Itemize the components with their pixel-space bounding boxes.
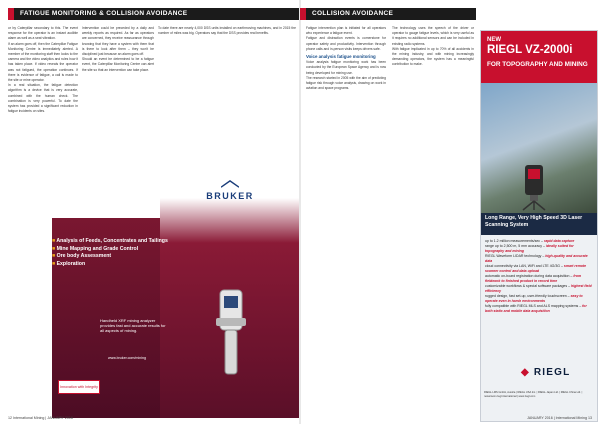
bruker-bullet-list bbox=[52, 238, 212, 268]
riegl-model-title: RIEGL VZ-2000i bbox=[487, 44, 573, 56]
xrf-analyzer-icon bbox=[202, 288, 258, 383]
feature-text: up to 1.2 million measurements/sec – bbox=[485, 239, 544, 243]
header-accent bbox=[8, 8, 14, 20]
riegl-product-photo bbox=[481, 83, 597, 213]
riegl-feature-list bbox=[485, 239, 593, 314]
feature-emphasis: highest field efficiency bbox=[485, 284, 592, 293]
left-column-2 bbox=[82, 26, 154, 73]
list-item bbox=[485, 244, 593, 253]
paragraph: If an alarm goes off, then the Caterpillar Fatigue Monitoring Centre is immediately alerted. A member of the monitoring staff then looks to the camera and the video analytics and rules how it has taken place. If video reveals the operator was not fatigued, the operation continues. If there is evidence of fatigue, a call is made to the site or mine operator. bbox=[8, 41, 78, 83]
feature-emphasis: for both static and mobile data acquisition bbox=[485, 304, 587, 313]
paragraph: With fatigue implicated in up to 70% of all accidents in the mining industry, and with mining increasingly demanding operators, the system has a meaningful contribution to make. bbox=[392, 46, 474, 67]
list-item bbox=[485, 239, 593, 244]
list-item bbox=[485, 264, 593, 273]
right-page bbox=[300, 0, 600, 424]
paragraph: or by Caterpillar secondary to this. The event response for the operator is an instant audible alarm as well as a seat vibration. bbox=[8, 26, 78, 41]
header-accent bbox=[300, 8, 306, 20]
feature-emphasis: ideally suited for topography and mining bbox=[485, 244, 574, 253]
riegl-advertisement bbox=[480, 30, 598, 422]
right-page-header bbox=[300, 8, 476, 20]
feature-text: fully compatible with RIEGL MLS and ALS mapping systems – bbox=[485, 304, 583, 309]
paragraph: In a real situation, the fatigue detection algorithm is a device that is very accurate, combined with the human check. The combination is very powerful. To date the system has provided a significant reduction in fatigue incidents on sites. bbox=[8, 83, 78, 114]
paragraph: Intervention could be preceded by a daily and weekly reports as required. As far as operators are concerned, they receive reassurance through knowing that they have a system with them that is there to look after them – they won't be disciplined just because an alarm goes off. bbox=[82, 26, 154, 57]
bruker-logo-icon bbox=[221, 180, 239, 189]
feature-emphasis: from fieldwork to finished product in record time bbox=[485, 274, 582, 283]
list-item: ■ Exploration bbox=[52, 261, 212, 269]
list-item: ■ Mine Mapping and Grade Control bbox=[52, 246, 212, 254]
feature-text: automatic on-board registration during data acquisition – bbox=[485, 274, 574, 279]
paragraph: Fatigue and distraction events is cornerstone for operator safety and productivity. Intervention through phone calls and in-person visits keeps drivers safe. bbox=[306, 36, 386, 51]
bruker-logo bbox=[168, 180, 292, 201]
section-heading: Voice analysis fatigue monitoring bbox=[306, 54, 376, 60]
feature-text: RIEGL Waveform LIDAR technology – bbox=[485, 254, 546, 259]
feature-emphasis: easy to operate even in harsh environments bbox=[485, 294, 583, 303]
bruker-caption: Handheld XRF mining analyzer provides fast and accurate results for all aspects of mining. bbox=[100, 318, 166, 334]
left-header-title: FATIGUE MONITORING & COLLISION AVOIDANCE bbox=[20, 10, 188, 17]
laser-scanner-icon bbox=[519, 163, 549, 211]
riegl-logo-mark: ◆ bbox=[521, 367, 530, 378]
list-item: ■ Analysis of Feeds, Concentrates and Tailings bbox=[52, 238, 212, 246]
left-footer: 12 International Mining | JANUARY 2016 bbox=[8, 416, 73, 420]
left-page-header bbox=[8, 8, 300, 20]
paragraph: The research started in 2005 with the aim of predicting fatigue risk through voice analysis, drawing on work in aviation and space programs. bbox=[306, 75, 386, 91]
paragraph: The technology uses the speech of the driver or operator to gauge fatigue levels, which is very useful as it requires no additional sensors and can be included in existing radio systems. bbox=[392, 26, 474, 46]
feature-text: rugged design, fast set-up, user-friendly touchscreen – bbox=[485, 294, 571, 299]
paragraph: Should an event be determined to be a fatigue event, the Caterpillar Monitoring Centre can alert the site so that an intervention can take place. bbox=[82, 57, 154, 72]
feature-emphasis: rapid data capture bbox=[543, 239, 575, 243]
right-column-1 bbox=[306, 26, 386, 91]
riegl-logo-text: RIEGL bbox=[533, 367, 571, 378]
list-item bbox=[485, 294, 593, 303]
riegl-tagline: FOR TOPOGRAPHY AND MINING bbox=[487, 61, 588, 68]
bruker-tagline-badge: Innovation with Integrity bbox=[58, 380, 100, 394]
bruker-url[interactable]: www.bruker.com/mining bbox=[108, 356, 146, 360]
right-column-2 bbox=[392, 26, 474, 68]
riegl-contact-info: RIEGL LMS GmbH, Austria | RIEGL USA Inc. | RIEGL Japan Ltd. | RIEGL China Ltd. | newsroom.riegl.international | www.riegl.com bbox=[484, 391, 583, 398]
new-label: NEW bbox=[487, 37, 501, 43]
list-item bbox=[485, 274, 593, 283]
list-item bbox=[485, 284, 593, 293]
list-item bbox=[485, 254, 593, 263]
right-footer: JANUARY 2016 | International Mining 13 bbox=[527, 416, 592, 420]
riegl-logo bbox=[521, 367, 570, 379]
paragraph: To date there are nearly 4,000 DSS units installed on earthmoving machines, and in 2015 the number of miles was big. Operators say that the DSS provides real benefits. bbox=[158, 26, 296, 36]
left-column-1 bbox=[8, 26, 78, 114]
feature-emphasis: smart remote scanner control and data upload bbox=[485, 264, 587, 273]
bruker-logo-text: BRUKER bbox=[206, 191, 254, 201]
feature-text: cloud connectivity via LAN, WiFi and LTE 4G/3G – bbox=[485, 264, 564, 269]
paragraph: Voice analysis fatigue monitoring work has been conducted by the European Space Agency and is now being developed for mining use. bbox=[306, 60, 386, 75]
left-column-3 bbox=[158, 26, 296, 36]
right-header-title: COLLISION AVOIDANCE bbox=[312, 10, 394, 17]
feature-text: customizable workflows & special software packages – bbox=[485, 284, 571, 289]
paragraph: Fatigue intervention plan is initiated for all operators who experience a fatigue event. bbox=[306, 26, 386, 36]
feature-text: range up to 2,500 m, 5 mm accuracy – bbox=[485, 244, 546, 249]
feature-emphasis: high-quality and accurate data bbox=[485, 254, 588, 263]
riegl-headline: Long Range, Very High Speed 3D Laser Scanning System bbox=[481, 213, 597, 235]
list-item: ■ Ore body Assessment bbox=[52, 253, 212, 261]
bruker-advertisement bbox=[56, 168, 300, 418]
list-item bbox=[485, 304, 593, 313]
